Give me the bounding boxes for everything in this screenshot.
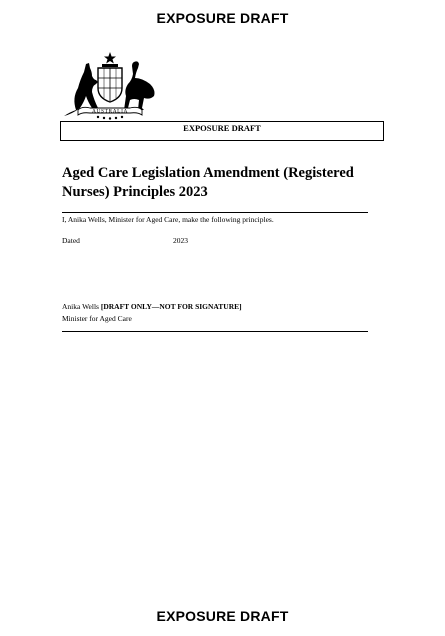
coat-of-arms-motto: AUSTRALIA — [92, 108, 128, 115]
document-title: Aged Care Legislation Amendment (Registered Nurses) Principles 2023 — [62, 165, 354, 200]
header-exposure-draft: EXPOSURE DRAFT — [156, 10, 289, 26]
coat-of-arms-icon — [62, 50, 158, 120]
signatory-draft-note: [DRAFT ONLY—NOT FOR SIGNATURE] — [100, 302, 242, 311]
signatory-role: Minister for Aged Care — [62, 314, 132, 323]
signatory-name: Anika Wells — [62, 302, 99, 311]
divider-top — [62, 212, 368, 213]
exposure-draft-box: EXPOSURE DRAFT — [60, 121, 384, 141]
dated-label: Dated — [62, 236, 80, 245]
divider-bottom — [62, 331, 368, 332]
enacting-statement: I, Anika Wells, Minister for Aged Care, make the following principles. — [62, 215, 274, 224]
signatory-line — [62, 302, 242, 311]
footer-exposure-draft: EXPOSURE DRAFT — [156, 608, 289, 624]
dated-year: 2023 — [173, 236, 188, 245]
